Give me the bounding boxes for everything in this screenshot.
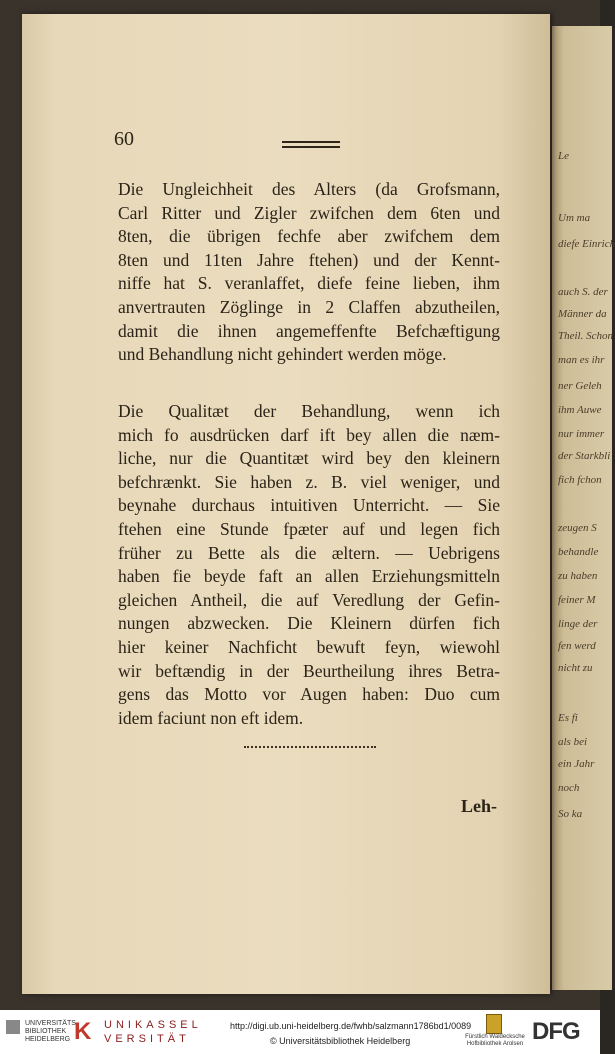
text-line: haben fie beyde faft an allen Erziehungsmitteln [118,566,500,587]
next-page-fragment: noch [558,782,580,794]
next-page-fragment: ner Geleh [558,380,602,392]
text-line: idem faciunt non eft idem. [118,707,304,728]
dfg-logo[interactable]: DFG [532,1018,580,1045]
arolsen-label [455,1034,535,1048]
arolsen-line-2: Hofbibliothek Arolsen [466,1041,524,1047]
text-line: Carl Ritter und Zigler zwifchen dem 6ten und [118,202,500,223]
text-line: und Behandlung nicht gehindert werden möge. [118,344,447,365]
next-page-edge [552,26,615,990]
kassel-line-2: VERSITÄT [104,1033,190,1045]
header-rule [282,141,340,148]
paragraph-2 [118,400,500,730]
text-line: befchrænkt. Sie haben z. B. viel weniger, und [118,471,500,492]
next-page-fragment: auch S. der [558,286,608,298]
text-line: damit die ihnen angemeffenfte Befchæftigung [118,320,500,341]
next-page-fragment: zeugen S [558,522,597,534]
text-line: gleichen Antheil, die auf Veredlung der Gefin- [118,589,500,610]
text-line: hier keiner Nachficht bewuft feyn, wiewohl [118,636,500,657]
arolsen-line-1: Fürstlich Waldecksche [465,1034,525,1040]
end-rule [244,746,376,748]
text-line: 8ten und 11ten Jahre ftehen) und der Kennt- [118,249,500,270]
text-line: ftehen eine Stunde fpæter auf und legen fich [118,518,500,539]
kassel-line-1: UNIKASSEL [104,1019,202,1031]
next-page-fragment: Theil. Schon [558,330,613,342]
text-line: wir beftændig in der Beurtheilung ihres Betra- [118,660,500,681]
catchword: Leh- [461,796,497,816]
kassel-logo-icon: K [74,1018,96,1045]
crest-icon[interactable] [486,1014,502,1034]
text-line: 8ten, die übrigen fechfe aber zwifchem dem [118,226,500,247]
next-page-fragment: linge der [558,618,598,630]
uhd-line-3: HEIDELBERG [24,1036,71,1043]
text-line: gens das Motto vor Augen haben: Duo cum [118,684,500,705]
next-page-fragment: zu haben [558,570,598,582]
next-page-fragment: feiner M [558,594,596,606]
next-page-fragment: der Starkbli [558,450,611,462]
next-page-fragment: man es ihr [558,354,605,366]
text-line: anvertrauten Zöglinge in 2 Claffen abzutheilen, [118,296,500,317]
page-number: 60 [114,128,134,150]
next-page-fragment: als bei [558,736,588,748]
next-page-fragment: diefe Einrich [558,238,615,250]
uni-heidelberg-logo[interactable] [6,1020,78,1044]
text-line: Die Ungleichheit des Alters (da Grofsmann, [118,179,500,199]
text-line: niffe hat S. veranlaffet, diefe feine lieben, ihm [118,273,500,294]
next-page-fragment: fich fchon [558,474,602,486]
text-line: liche, nur die Quantitæt wird bey den kleinern [118,448,500,469]
text-line: mich fo ausdrücken darf ift bey allen die næm- [118,424,500,445]
viewer-footer-bar [0,1010,600,1054]
uni-kassel-logo[interactable] [74,1018,202,1046]
next-page-fragment: ein Jahr [558,758,595,770]
text-line: Die Qualitæt der Behandlung, wenn ich [118,401,500,421]
next-page-fragment: ihm Auwe [558,404,602,416]
next-page-fragment: Es fi [558,712,578,724]
text-line: nungen abzwecken. Die Kleinern dürfen fich [118,613,500,634]
uhd-line-2: BIBLIOTHEK [24,1028,67,1035]
next-page-fragment: fen werd [558,640,596,652]
next-page-fragment: Le [558,150,569,162]
text-line: früher zu Bette als die æltern. — Uebrigens [118,542,500,563]
next-page-fragment: Um ma [558,212,591,224]
uhd-line-1: UNIVERSITÄTS- [24,1020,79,1027]
next-page-fragment: behandle [558,546,599,558]
next-page-fragment: Männer da [558,308,607,320]
next-page-fragment: nicht zu [558,662,593,674]
paragraph-1 [118,178,500,367]
copyright-text: © Universitätsbibliothek Heidelberg [270,1036,411,1046]
next-page-fragment: So ka [558,808,583,820]
uhd-logo-icon [6,1020,20,1034]
source-url-link[interactable]: http://digi.ub.uni-heidelberg.de/fwhb/salzmann1786bd1/0089 [230,1021,472,1031]
next-page-fragment: nur immer [558,428,605,440]
text-line: beynahe durchaus intuitiven Unterricht. — Sie [118,495,500,516]
